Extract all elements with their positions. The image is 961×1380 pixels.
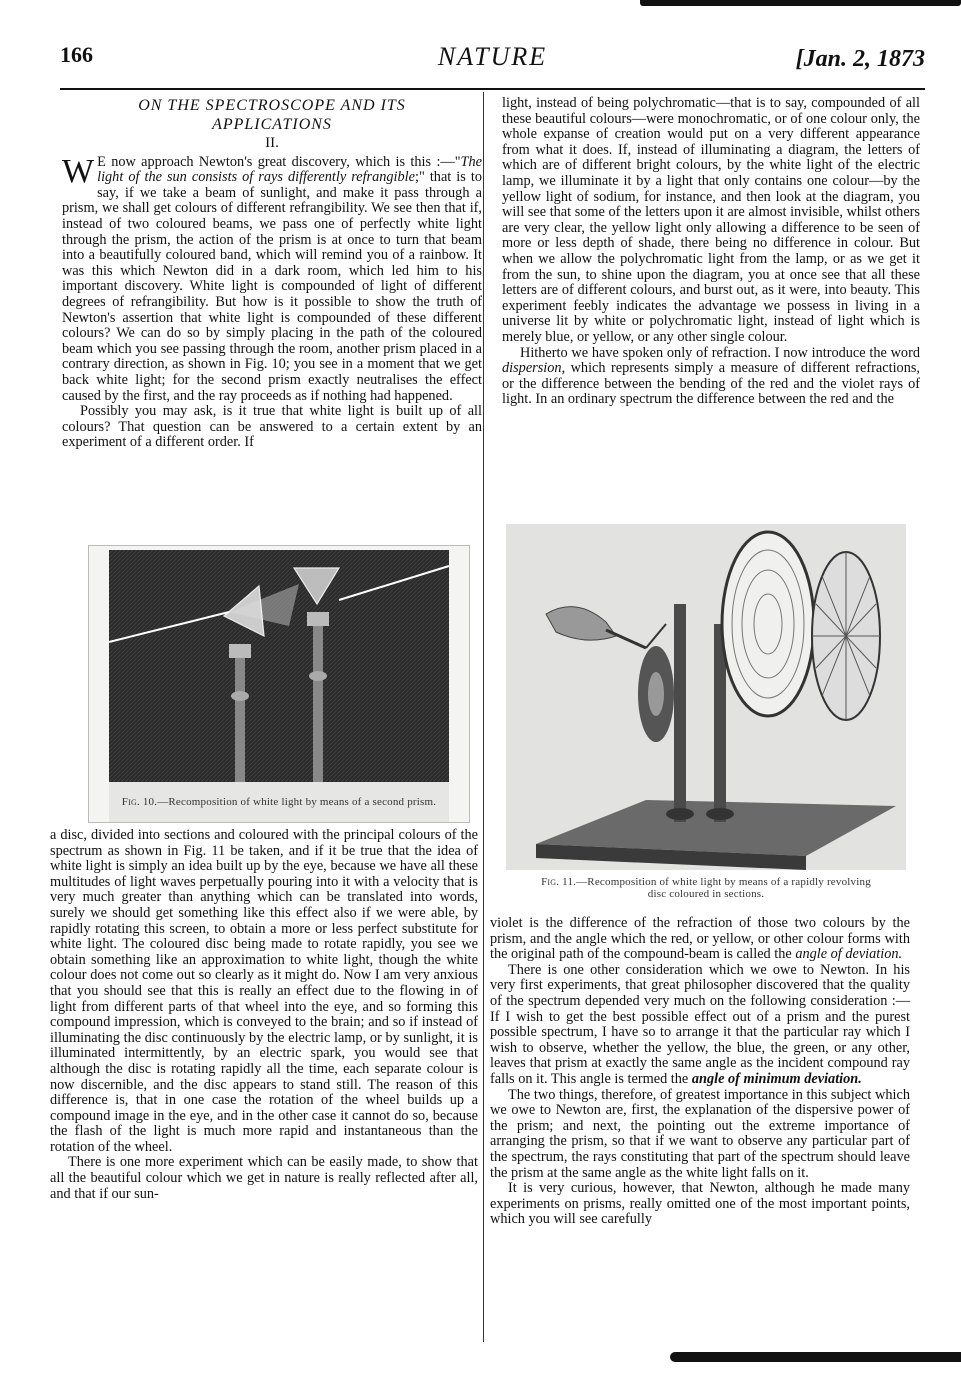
scan-edge-bottom (670, 1352, 961, 1362)
paragraph: light, instead of being polychromatic—that is to say, compounded of all these beautiful colours—were monochromatic, or of one colour only, the whole expanse of creation would put on a very different appearance from what it does. If, instead of illuminating a diagram, the letters of which are of different bright colours, by the white light of the electric lamp, we illuminate it by a light that only contains one colour—by the yellow light of sodium, for instance, and then look at the diagram, you will see that some of the letters upon it are almost invisible, whilst others are very clear, the yellow light only allowing a difference to be seen of more or less depth of shade, there being no difference in colour. But when we allow the polychromatic light from the lamp, or as we get it from the sun, to shine upon the diagram, you at once see that all these letters are of different colours, and burst out, as it were, into beauty. This experiment feebly indicates the advantage we possess in living in a universe lit by white or polychromatic light, instead of light which is merely blue, or yellow, or any other single colour. (502, 95, 920, 345)
issue-date: [Jan. 2, 1873 (795, 46, 925, 72)
article-title-line1: ON THE SPECTROSCOPE AND ITS (138, 97, 406, 114)
paragraph: There is one more experiment which can be easily made, to show that all the beautiful colour which we get in nature is really reflected after all, and that if our sun- (50, 1154, 478, 1202)
running-header (60, 42, 925, 82)
figure-10-caption: Fig. 10.—Recomposition of white light by means of a second prism. (121, 796, 437, 808)
paragraph: W E now approach Newton's great discovery, which is this :—"The light of the sun consists of rays differently refrangible;" that is to say, if we take a beam of sunlight, and make it pass through a prism, we shall get colours of different refrangibility. We see then that if, instead of two coloured beams, we pass one of perfectly white light through the prism, the action of the prism is at once to turn that beam into a beautifully coloured band, which will remind you of a rainbow. It was this which Newton did in a dark room, which led him to his important discovery. White light is compounded of light of different degrees of refrangibility. But how is it possible to show the truth of Newton's assertion that white light is compounded of these different colours? We can do so by simply placing in the path of the coloured beam which you see passing through the room, another prism placed in a contrary direction, as shown in Fig. 10; you see in a moment that we get back white light; for the second prism exactly neutralises the effect caused by the first, and the ray proceeds as if nothing had happened. (62, 152, 482, 404)
left-column-top (62, 96, 482, 451)
paragraph: It is very curious, however, that Newton, although he made many experiments on prisms, really omitted one of the most important points, which you will see carefully (490, 1180, 910, 1228)
figure-10 (88, 545, 470, 823)
scan-edge-top (640, 0, 961, 6)
paragraph: There is one other consideration which we owe to Newton. In his very first experiments, that great philosopher discovered that the quality of the spectrum depended very much on the following consideration :—If I wish to get the best possible effect out of a prism and the purest possible spectrum, I have so to arrange it that the particular ray which I wish to observe, whether the yellow, the blue, the green, or any other, leaves that prism at exactly the same angle as the incident compound ray falls on it. This angle is termed the angle of minimum deviation. (490, 961, 910, 1087)
journal-title: NATURE (437, 42, 548, 71)
column-divider (483, 92, 484, 1342)
header-rule (60, 88, 925, 90)
paragraph: a disc, divided into sections and coloured with the principal colours of the spectrum as shown in Fig. 11 be taken, and if it be true that the idea of white light is simply an idea built up by the eye, because we have all these multitudes of light waves perpetually pouring into it with a velocity that is very much greater than anything which can be translated into words, surely we should get something like this effect also if we were able, by rapidly rotating this screen, to obtain a more or less perfect substitute for white light. The coloured disc being made to rotate rapidly, you see we obtain something like an approximation to white light, though the white colour does not come out so clearly as it might do. Now I am very anxious that you should see that this is really an effect due to the flowing in of light from different parts of that wheel into the eye, and so forming this compound impression, which is conveyed to the brain; and so if instead of illuminating the disc continuously by the electric lamp, or by sunlight, it is illuminated intermittently, by an electric spark, you would see that although the disc is rotating rapidly all the time, each separate colour is now discernible, and the disc appears to stand still. The reason of this difference is, that in one case the rotation of the wheel builds up a compound image in the eye, and in the other case it cannot do so, because the flash of the light is much more rapid and instantaneous than the rotation of the wheel. (50, 827, 478, 1155)
prism-recomposition-illustration (89, 546, 469, 822)
page-number: 166 (60, 42, 93, 67)
paragraph: Possibly you may ask, is it true that white light is built up of all colours? That question can be answered to a certain extent by an experiment of a different order. If (62, 403, 482, 451)
drop-cap: W (62, 152, 95, 190)
figure-11 (506, 524, 906, 908)
paragraph: Hitherto we have spoken only of refraction. I now introduce the word dispersion, which represents simply a measure of different refractions, or the difference between the bending of the red and the violet rays of light. In an ordinary spectrum the difference between the red and the (502, 344, 920, 408)
paragraph: The two things, therefore, of greatest importance in this subject which we owe to Newton are, first, the explanation of the dispersive power of the prism; and next, the pointing out the extreme importance of arranging the prism, so that if we want to observe any particular part of the spectrum, the rays constituting that part of the spectrum should leave the prism at the same angle as the white light falls on it. (490, 1086, 910, 1181)
rotating-disc-illustration (506, 524, 906, 908)
article-title-line2: APPLICATIONS (212, 116, 332, 133)
right-column-bottom (490, 916, 910, 1228)
article-part: II. (265, 135, 279, 151)
paragraph: violet is the difference of the refraction of those two colours by the prism, and the angle which the red, or yellow, or other colour forms with the original path of the compound-beam is called the angle of deviation. (490, 915, 910, 963)
figure-11-caption: Fig. 11.—Recomposition of white light by means of a rapidly revolving disc coloured in sections. (541, 876, 871, 900)
left-column-bottom (50, 828, 478, 1202)
right-column-top (502, 96, 920, 408)
